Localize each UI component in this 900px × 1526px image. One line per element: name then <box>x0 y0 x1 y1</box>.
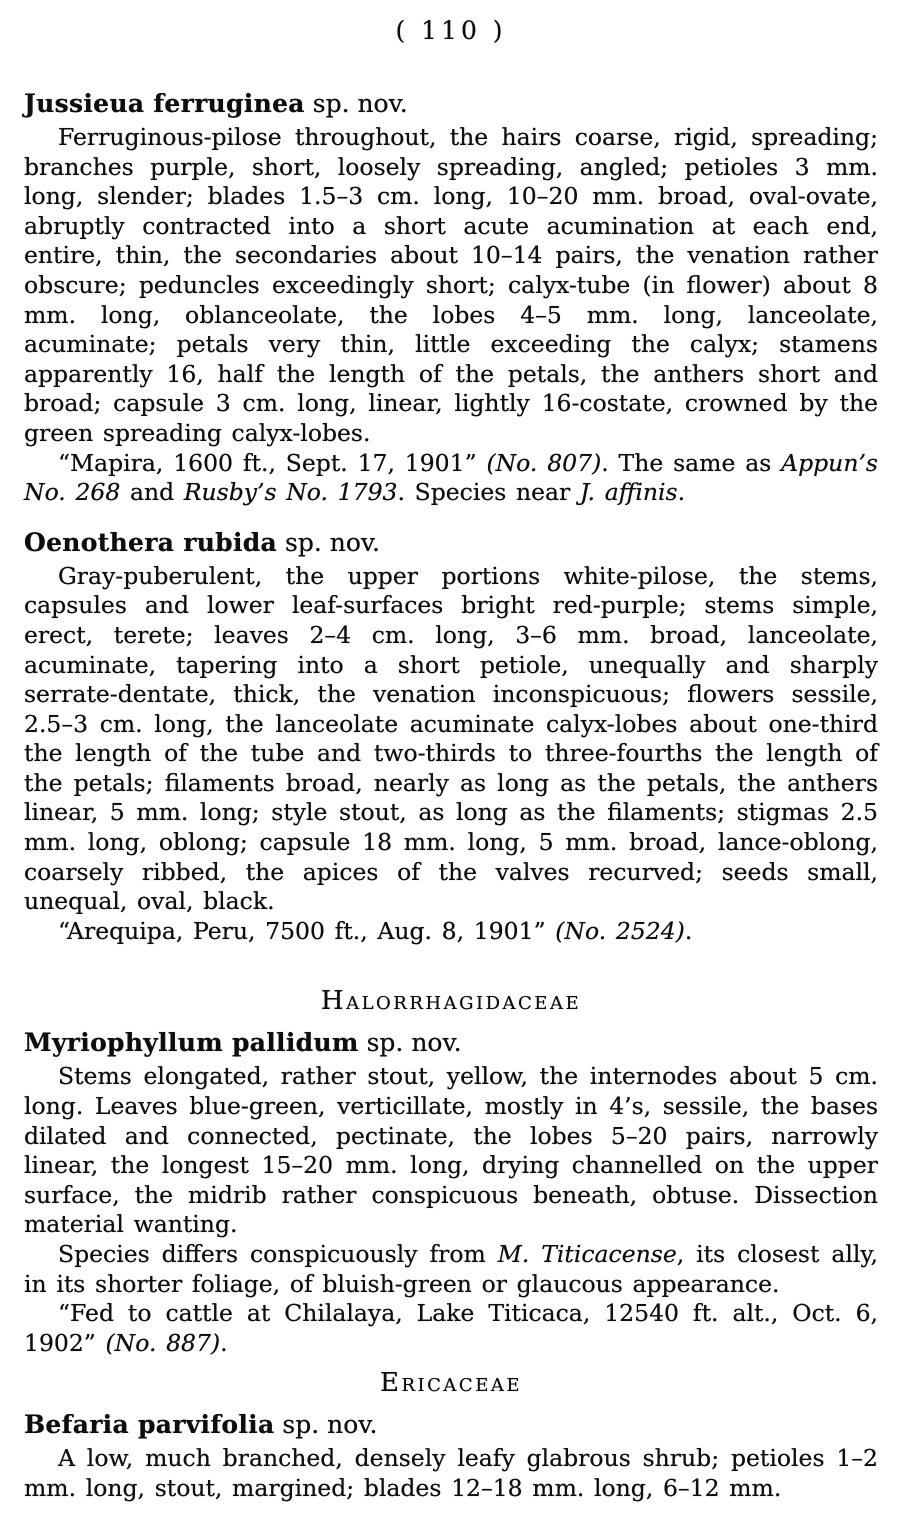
species-name: Myriophyllum pallidum <box>24 1028 359 1058</box>
page-number: ( 110 ) <box>395 16 507 45</box>
species-suffix: sp. nov. <box>285 527 380 557</box>
species-heading-jussieua-ferruginea <box>24 89 878 119</box>
collection-run: . <box>677 478 686 507</box>
collection-run: . <box>220 1328 228 1357</box>
species-heading-oenothera-rubida <box>24 528 878 558</box>
jussieua-collection-note <box>24 449 878 508</box>
collection-run-italic: (No. 2524) <box>555 916 685 945</box>
oenothera-collection-note <box>24 917 878 947</box>
note-run-italic: M. Titicacense <box>497 1240 677 1268</box>
collection-run: “Arequipa, Peru, 7500 ft., Aug. 8, 1901” <box>58 916 556 945</box>
myriophyllum-description: Stems elongated, rather stout, yellow, the internodes about 5 cm. long. Leaves blue-green, verticillate, mostly in 4’s, sessile, the bases dilated and connected, pectinate, the lobes 5–20 pairs, narrowly linear, the longest 15–20 mm. long, drying channelled on the upper surface, the midrib rather conspicuous beneath, obtuse. Dissection material wanting. <box>24 1062 878 1239</box>
collection-run-italic: J. affinis <box>579 478 678 507</box>
collection-run-italic: Rusby’s No. 1793 <box>183 478 398 507</box>
species-suffix: sp. nov. <box>366 1028 462 1058</box>
myriophyllum-collection-note <box>24 1299 878 1358</box>
species-suffix: sp. nov. <box>282 1410 378 1440</box>
collection-run-italic: (No. 887) <box>105 1328 221 1357</box>
species-suffix: sp. nov. <box>312 89 408 118</box>
collection-run: “Fed to cattle at Chilalaya, Lake Titicaca, 12540 ft. alt., Oct. 6, 1902” <box>24 1299 878 1357</box>
collection-run: “Mapira, 1600 ft., Sept. 17, 1901” <box>58 448 487 477</box>
collection-run-italic: (No. 807) <box>486 448 602 477</box>
jussieua-description: Ferruginous-pilose throughout, the hairs coarse, rigid, spreading; branches purple, short, loosely spreading, angled; petioles 3 mm. long, slender; blades 1.5–3 cm. long, 10–20 mm. broad, oval-ovate, abruptly contracted into a short acute acumination at each end, entire, thin, the secondaries about 10–14 pairs, the venation rather obscure; peduncles exceedingly short; calyx-tube (in flower) about 8 mm. long, oblanceolate, the lobes 4–5 mm. long, lanceolate, acuminate; petals very thin, little exceeding the calyx; stamens apparently 16, half the length of the petals, the anthers short and broad; capsule 3 cm. long, linear, lightly 16-costate, crowned by the green spreading calyx-lobes. <box>24 123 878 447</box>
species-name: Befaria parvifolia <box>24 1410 275 1440</box>
myriophyllum-comparison-note <box>24 1240 878 1299</box>
species-name: Jussieua ferruginea <box>24 89 305 118</box>
collection-run: . <box>684 916 693 945</box>
species-heading-befaria-parvifolia <box>24 1410 878 1440</box>
collection-run: and <box>120 478 184 507</box>
collection-run: . The same as <box>601 448 782 477</box>
oenothera-description: Gray-puberulent, the upper portions white-pilose, the stems, capsules and lower leaf-surfaces bright red-purple; stems simple, erect, terete; leaves 2–4 cm. long, 3–6 mm. broad, lanceolate, acuminate, tapering into a short petiole, unequally and sharply serrate-dentate, thick, the venation inconspicuous; flowers sessile, 2.5–3 cm. long, the lanceolate acuminate calyx-lobes about one-third the length of the tube and two-thirds to three-fourths the length of the petals; filaments broad, nearly as long as the petals, the anthers linear, 5 mm. long; style stout, as long as the filaments; stigmas 2.5 mm. long, oblong; capsule 18 mm. long, 5 mm. broad, lance-oblong, coarsely ribbed, the apices of the valves recurved; seeds small, unequal, oval, black. <box>24 561 878 916</box>
species-name: Oenothera rubida <box>24 527 278 557</box>
note-run: Species differs conspicuously from <box>58 1240 498 1268</box>
note-run: , its closest ally, in its shorter foliage, of bluish-green or glaucous appearance. <box>24 1240 878 1298</box>
collection-run-italic: Appun’s No. 268 <box>24 448 878 507</box>
befaria-description: A low, much branched, densely leafy glabrous shrub; petioles 1–2 mm. long, stout, margined; blades 12–18 mm. long, 6–12 mm. <box>24 1444 878 1502</box>
family-heading-halorrhagidaceae: Halorrhagidaceae <box>320 986 582 1017</box>
collection-run: . Species near <box>397 478 580 507</box>
species-heading-myriophyllum-pallidum <box>24 1028 878 1058</box>
family-heading-ericaceae: Ericaceae <box>380 1368 522 1399</box>
